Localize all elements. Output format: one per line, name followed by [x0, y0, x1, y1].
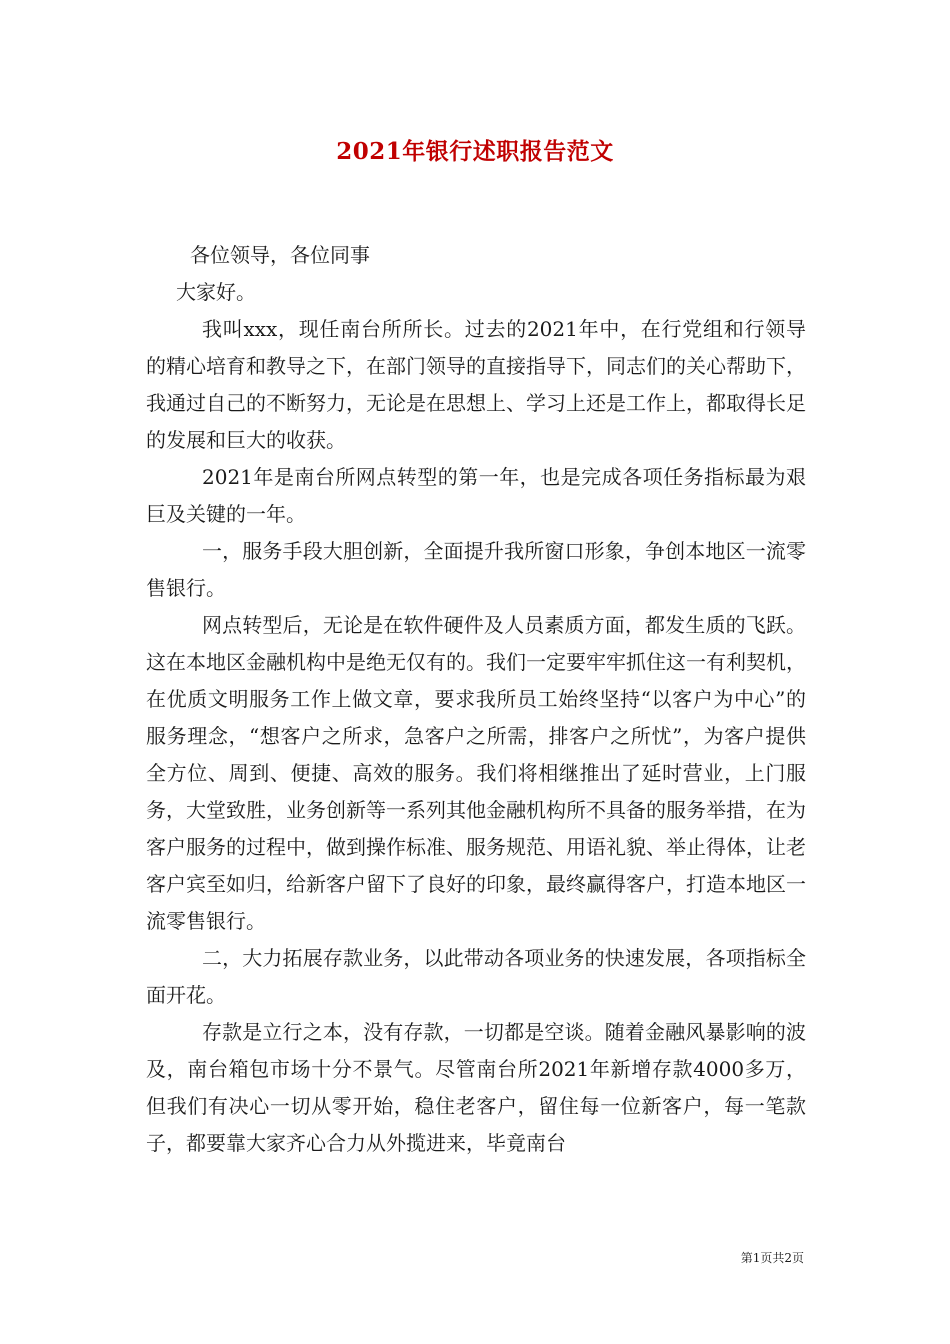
section-heading: 二，大力拓展存款业务，以此带动各项业务的快速发展，各项指标全面开花。	[146, 946, 806, 1007]
paragraph: 存款是立行之本，没有存款，一切都是空谈。随着金融风暴影响的波及，南台箱包市场十分不景气。尽管南台所2021年新增存款4000多万，但我们有决心一切从零开始，稳住老客户，留住每一位新客户，每一笔款子，都要靠大家齐心合力从外揽进来，毕竟南台	[146, 1020, 806, 1155]
page-number: 第1页共2页	[740, 1251, 804, 1265]
paragraph: 我叫xxx，现任南台所所长。过去的2021年中，在行党组和行领导的精心培育和教导之下，在部门领导的直接指导下，同志们的关心帮助下，我通过自己的不断努力，无论是在思想上、学习上还是工作上，都取得长足的发展和巨大的收获。	[146, 317, 806, 452]
paragraph: 2021年是南台所网点转型的第一年，也是完成各项任务指标最为艰巨及关键的一年。	[146, 465, 806, 526]
document-body	[146, 237, 806, 1162]
salutation: 各位领导，各位同事	[190, 243, 370, 267]
page-title: 2021年银行述职报告范文	[336, 138, 614, 165]
section-heading: 一，服务手段大胆创新，全面提升我所窗口形象，争创本地区一流零售银行。	[146, 539, 806, 600]
greeting: 大家好。	[176, 280, 256, 304]
paragraph: 网点转型后，无论是在软件硬件及人员素质方面，都发生质的飞跃。这在本地区金融机构中是绝无仅有的。我们一定要牢牢抓住这一有利契机，在优质文明服务工作上做文章，要求我所员工始终坚持“以客户为中心”的服务理念，“想客户之所求，急客户之所需，排客户之所忧”，为客户提供全方位、周到、便捷、高效的服务。我们将相继推出了延时营业，上门服务，大堂致胜，业务创新等一系列其他金融机构所不具备的服务举措，在为客户服务的过程中，做到操作标准、服务规范、用语礼貌、举止得体，让老客户宾至如归，给新客户留下了良好的印象，最终赢得客户，打造本地区一流零售银行。	[146, 613, 806, 933]
